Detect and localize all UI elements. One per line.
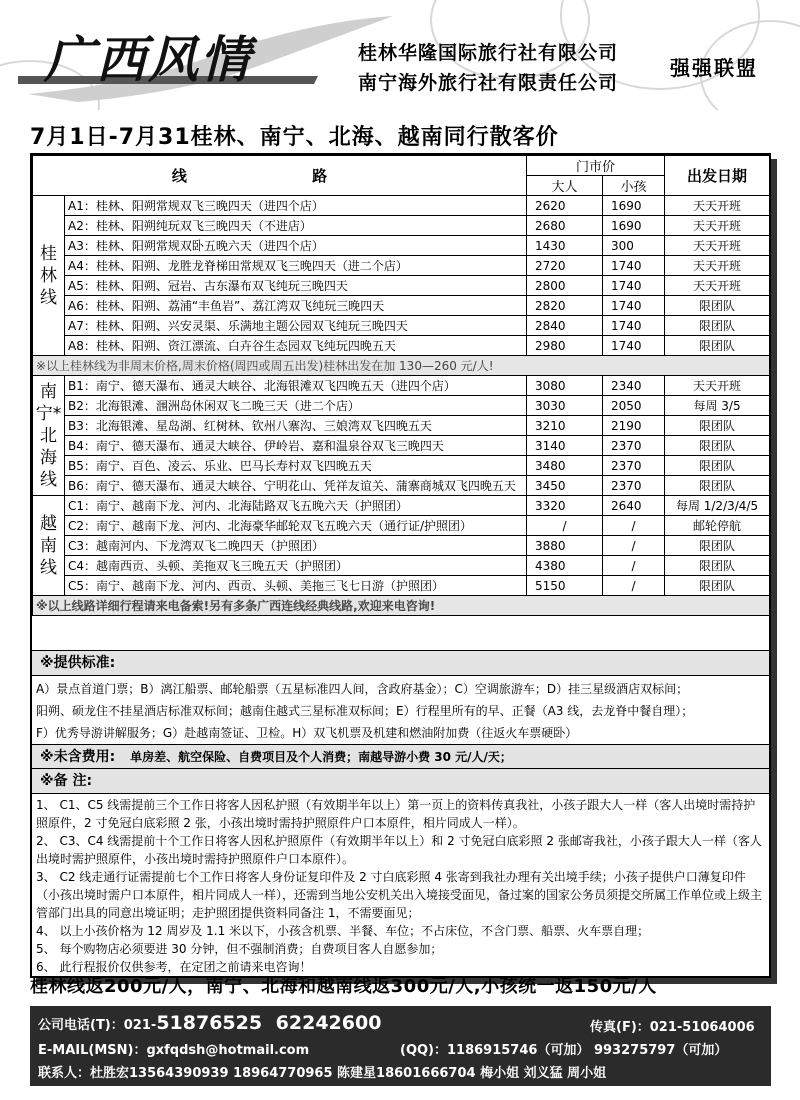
route-cell: B2：北海银滩、涠洲岛休闲双飞二晚三天（进二个店） <box>65 396 527 416</box>
departure-date-cell: 天天开班 <box>665 236 770 256</box>
child-price-cell: 1740 <box>603 336 665 356</box>
table-head-route: 线 路 <box>33 156 527 196</box>
departure-date-cell: 限团队 <box>665 536 770 556</box>
child-price-cell: 1690 <box>603 196 665 216</box>
adult-price-cell: 3880 <box>527 536 603 556</box>
table-row <box>33 276 770 296</box>
route-cell: B5：南宁、百色、凌云、乐业、巴马长寿村双飞四晚五天 <box>65 456 527 476</box>
adult-price-cell: 2620 <box>527 196 603 216</box>
child-price-cell: 2370 <box>603 456 665 476</box>
standards-body <box>36 678 764 744</box>
departure-date-cell: 限团队 <box>665 576 770 596</box>
standards-line: A）景点首道门票；B）漓江船票、邮轮船票（五星标准四人间，含政府基金）；C）空调旅游车；D）挂三星级酒店双标间； <box>36 682 689 696</box>
adult-price-cell: 2720 <box>527 256 603 276</box>
table-row <box>33 536 770 556</box>
table-row <box>33 256 770 276</box>
adult-price-cell: 2680 <box>527 216 603 236</box>
departure-date-cell: 限团队 <box>665 476 770 496</box>
child-price-cell: / <box>603 576 665 596</box>
adult-price-cell: 3140 <box>527 436 603 456</box>
company-name-1: 桂林华隆国际旅行社有限公司 <box>358 42 619 64</box>
remark-item: 3、 C2 线走通行证需提前七个工作日将客人身份证复印件及 2 寸白底彩照 4 张寄到我社办理有关出境手续；小孩子提供户口薄复印件（小孩出境时需户口本原件，相片同成人一样），还需到当地公安机关出入境接受面见，备过案的国家公务员须提交所属工作单位或上级主管部门出具的同意出境证明；走护照团提供资料同备注 1，不需要面见； <box>36 870 763 920</box>
child-price-cell: 1740 <box>603 276 665 296</box>
adult-price-cell: 3030 <box>527 396 603 416</box>
departure-date-cell: 天天开班 <box>665 196 770 216</box>
route-cell: B4：南宁、德天瀑布、通灵大峡谷、伊岭岩、嘉和温泉谷双飞三晚四天 <box>65 436 527 456</box>
remark-item: 4、 以上小孩价格为 12 周岁及 1.1 米以下，小孩含机票、半餐、车位；不占床位，不含门票、船票、火车票自理； <box>36 924 650 938</box>
child-price-cell: 2340 <box>603 376 665 396</box>
adult-price-cell: 2980 <box>527 336 603 356</box>
route-cell: C3：越南河内、下龙湾双飞二晚四天（护照团） <box>65 536 527 556</box>
child-price-cell: 2370 <box>603 436 665 456</box>
child-price-cell: / <box>603 516 665 536</box>
logo-text: 广西风情 <box>44 31 252 89</box>
departure-date-cell: 限团队 <box>665 316 770 336</box>
page-title: 7月1日-7月31桂林、南宁、北海、越南同行散客价 <box>30 125 559 150</box>
table-row <box>33 336 770 356</box>
email-address[interactable]: E-MAIL(MSN)：gxfqdsh@hotmail.com <box>38 1043 310 1058</box>
price-table <box>32 155 770 616</box>
remark-item: 1、 C1、C5 线需提前三个工作日将客人因私护照（有效期半年以上）第一页上的资料传真我社，小孩子跟大人一样（客人出境时需持护照原件，2 寸免冠白底彩照 2 张，小孩出境时需持护照原件户口本原件，相片同成人一样）。 <box>36 798 756 830</box>
route-cell: C4：越南西贡、头顿、美拖双飞三晚五天（护照团） <box>65 556 527 576</box>
contact-people: 联系人：杜胜宏13564390939 18964770965 陈建星18601666704 梅小姐 刘义猛 周小姐 <box>38 1066 607 1081</box>
table-head-price: 门市价 <box>527 156 665 176</box>
departure-date-cell: 限团队 <box>665 336 770 356</box>
region-label: 越南线 <box>33 496 65 596</box>
departure-date-cell: 限团队 <box>665 416 770 436</box>
departure-date-cell: 限团队 <box>665 556 770 576</box>
route-cell: C2：南宁、越南下龙、河内、北海豪华邮轮双飞五晚六天（通行证/护照团） <box>65 516 527 536</box>
route-cell: A8：桂林、阳朔、资江漂流、白卉谷生态园双飞纯玩四晚五天 <box>65 336 527 356</box>
child-price-cell: 2050 <box>603 396 665 416</box>
table-row <box>33 476 770 496</box>
adult-price-cell: 3480 <box>527 456 603 476</box>
remarks-body <box>36 796 764 976</box>
child-price-cell: 1740 <box>603 316 665 336</box>
table-row <box>33 436 770 456</box>
adult-price-cell: 2800 <box>527 276 603 296</box>
route-cell: A4：桂林、阳朔、龙胜龙脊梯田常规双飞三晚四天（进二个店） <box>65 256 527 276</box>
departure-date-cell: 天天开班 <box>665 376 770 396</box>
adult-price-cell: 3080 <box>527 376 603 396</box>
child-price-cell: 1740 <box>603 256 665 276</box>
adult-price-cell: 3450 <box>527 476 603 496</box>
adult-price-cell: 3320 <box>527 496 603 516</box>
child-price-cell: / <box>603 556 665 576</box>
route-cell: B3：北海银滩、星岛湖、红树林、钦州八寨沟、三娘湾双飞四晚五天 <box>65 416 527 436</box>
phone-prefix: 021- <box>123 1018 157 1033</box>
fax-number: 传真(F)：021-51064006 <box>590 1020 755 1035</box>
departure-date-cell: 天天开班 <box>665 276 770 296</box>
region-label: 南宁*北海线 <box>33 376 65 496</box>
qq-numbers: (QQ)：1186915746（可加） 993275797（可加） <box>400 1043 728 1058</box>
table-row <box>33 416 770 436</box>
departure-date-cell: 天天开班 <box>665 256 770 276</box>
phone-line <box>38 1012 381 1034</box>
departure-date-cell: 限团队 <box>665 296 770 316</box>
contact-bar <box>30 1006 771 1086</box>
table-row <box>33 216 770 236</box>
vietnam-section <box>33 496 770 596</box>
child-price-cell: 2640 <box>603 496 665 516</box>
remarks-title: ※备 注: <box>32 768 769 794</box>
departure-date-cell: 限团队 <box>665 436 770 456</box>
nanning-section <box>33 376 770 496</box>
route-cell: A1：桂林、阳朔常规双飞三晚四天（进四个店） <box>65 196 527 216</box>
remark-item: 2、 C3、C4 线需提前十个工作日将客人因私护照原件（有效期半年以上）和 2 寸免冠白底彩照 2 张邮寄我社，小孩子跟大人一样（客人出境时需护照原件，小孩出境时需持护照原件户口本原件）。 <box>36 834 762 866</box>
guilin-note: ※以上桂林线为非周末价格,周末价格(周四或周五出发)桂林出发在加 130—260 元/人! <box>33 356 770 376</box>
route-cell: A2：桂林、阳朔纯玩双飞三晚四天（不进店） <box>65 216 527 236</box>
route-cell: A6：桂林、阳朔、荔浦“丰鱼岩”、荔江湾双飞纯玩三晚四天 <box>65 296 527 316</box>
departure-date-cell: 邮轮停航 <box>665 516 770 536</box>
rebate-text: 桂林线返200元/人，南宁、北海和越南线返300元/人,小孩统一返150元/人 <box>30 976 657 997</box>
adult-price-cell: 5150 <box>527 576 603 596</box>
table-row <box>33 456 770 476</box>
adult-price-cell: 3210 <box>527 416 603 436</box>
child-price-cell: 1740 <box>603 296 665 316</box>
adult-price-cell: / <box>527 516 603 536</box>
route-cell: A7：桂林、阳朔、兴安灵渠、乐满地主题公园双飞纯玩三晚四天 <box>65 316 527 336</box>
child-price-cell: / <box>603 536 665 556</box>
departure-date-cell: 限团队 <box>665 456 770 476</box>
standards-title: ※提供标准: <box>32 650 769 676</box>
guilin-section <box>33 196 770 356</box>
region-label: 桂林线 <box>33 196 65 356</box>
table-row <box>33 516 770 536</box>
route-cell: C5：南宁、越南下龙、河内、西贡、头顿、美拖三飞七日游（护照团） <box>65 576 527 596</box>
table-head-date: 出发日期 <box>665 156 770 196</box>
phone-number-2[interactable]: 62242600 <box>275 1012 382 1034</box>
route-cell: A5：桂林、阳朔、冠岩、古东瀑布双飞纯玩三晚四天 <box>65 276 527 296</box>
table-row <box>33 556 770 576</box>
remark-item: 5、 每个购物店必须要进 30 分钟，但不强制消费；自费项目客人自愿参加； <box>36 942 443 956</box>
table-row <box>33 496 770 516</box>
adult-price-cell: 1430 <box>527 236 603 256</box>
header <box>0 0 800 110</box>
route-cell: C1：南宁、越南下龙、河内、北海陆路双飞五晚六天（护照团） <box>65 496 527 516</box>
table-row <box>33 196 770 216</box>
excluded-text: 单房差、航空保险、自费项目及个人消费；南越导游小费 30 元/人/天； <box>130 750 512 764</box>
route-cell: B1：南宁、德天瀑布、通灵大峡谷、北海银滩双飞四晚五天（进四个店） <box>65 376 527 396</box>
standards-line: F）优秀导游讲解服务；G）赴越南签证、卫检。H）双飞机票及机建和燃油附加费（往返火车票硬卧） <box>36 726 578 740</box>
remark-item: 6、 此行程报价仅供参考，在定团之前请来电咨询！ <box>36 960 312 974</box>
departure-date-cell: 天天开班 <box>665 216 770 236</box>
table-row <box>33 396 770 416</box>
adult-price-cell: 4380 <box>527 556 603 576</box>
table-head-child: 小孩 <box>603 176 665 196</box>
table-row <box>33 576 770 596</box>
standards-line: 阳朔、硕龙住不挂星酒店标准双标间；越南住越式三星标准双标间；E）行程里所有的早、正餐（A3 线，去龙脊中餐自理）； <box>36 704 694 718</box>
adult-price-cell: 2820 <box>527 296 603 316</box>
table-row <box>33 316 770 336</box>
child-price-cell: 2370 <box>603 476 665 496</box>
table-row <box>33 296 770 316</box>
child-price-cell: 2190 <box>603 416 665 436</box>
all-routes-note: ※以上线路详细行程请来电备索!另有多条广西连线经典线路,欢迎来电咨询! <box>33 596 770 616</box>
route-cell: B6：南宁、德天瀑布、通灵大峡谷、宁明花山、凭祥友谊关、蒲寨商城双飞四晚五天 <box>65 476 527 496</box>
excluded-title: ※未含费用: <box>40 749 116 765</box>
departure-date-cell: 每周 3/5 <box>665 396 770 416</box>
child-price-cell: 300 <box>603 236 665 256</box>
table-row <box>33 376 770 396</box>
alliance-slogan: 强强联盟 <box>670 56 758 80</box>
child-price-cell: 1690 <box>603 216 665 236</box>
departure-date-cell: 每周 1/2/3/4/5 <box>665 496 770 516</box>
route-cell: A3：桂林、阳朔常规双卧五晚六天（进四个店） <box>65 236 527 256</box>
table-head-adult: 大人 <box>527 176 603 196</box>
company-name-2: 南宁海外旅行社有限责任公司 <box>358 72 619 94</box>
excluded-section <box>32 744 769 770</box>
table-row <box>33 236 770 256</box>
phone-label: 公司电话(T)： <box>38 1018 124 1033</box>
phone-number-1[interactable]: 51876525 <box>156 1012 263 1034</box>
adult-price-cell: 2840 <box>527 316 603 336</box>
